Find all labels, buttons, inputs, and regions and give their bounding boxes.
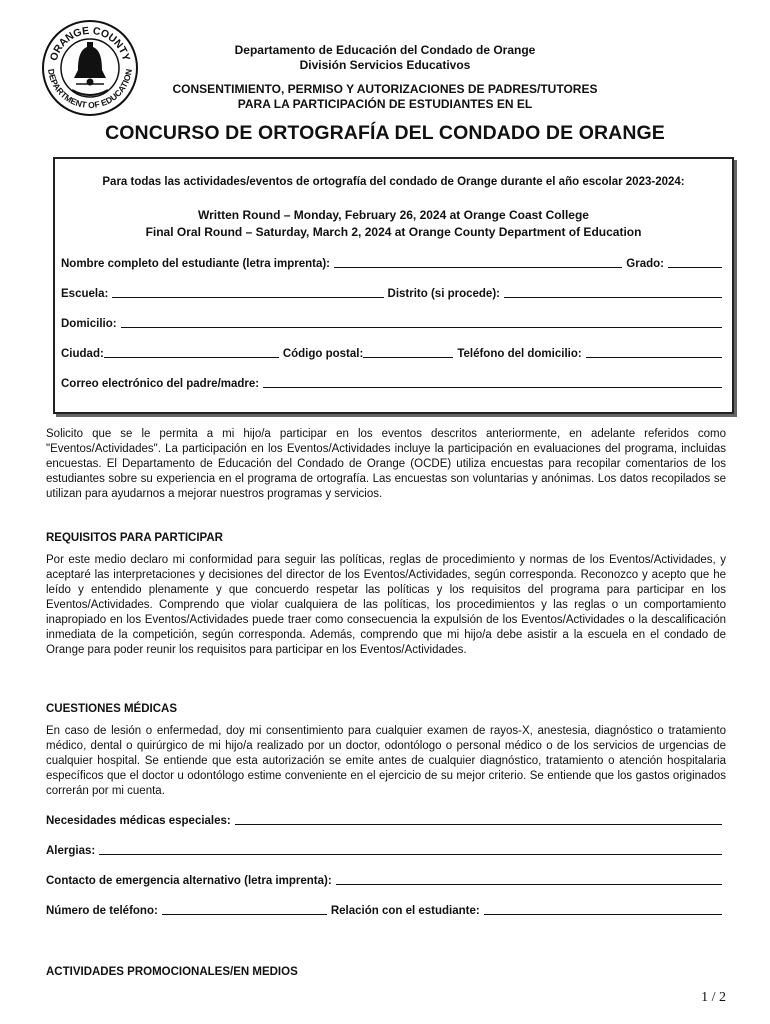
parent-email-label: Correo electrónico del padre/madre: (61, 378, 260, 390)
zip-label: Código postal: (282, 348, 364, 360)
school-field[interactable] (112, 287, 383, 298)
school-label: Escuela: (61, 288, 109, 300)
home-phone-field[interactable] (586, 347, 722, 358)
requirements-text: Por este medio declaro mi conformidad para seguir las políticas, reglas de procedimiento y normas de los Eventos/Actividades, y aceptaré las interpretaciones y decisiones del director de los Eventos/Actividades, según corresponda. Reconozco y acepto que he leído y entendido plenamente y que concuerdo respetar las políticas y los requisitos del programa para participar en los Eventos/Actividades. Comprendo que violar cualquiera de las políticas, los procedimientos y las reglas o un comportamiento inapropiado en los Eventos/Actividades puede traer como consecuencia la expulsión de los Eventos/Actividades o la descalificación inmediata de la competición, según corresponda. Además, comprendo que mi hijo/a debe asistir a la escuela en el condado de Orange para poder reunir los requisitos para participar en los Eventos/Actividades. (46, 554, 726, 656)
allergies-field[interactable] (99, 844, 722, 855)
emergency-contact-label: Contacto de emergencia alternativo (letra imprenta): (46, 875, 332, 887)
oral-round-info: Final Oral Round – Saturday, March 2, 2024 at Orange County Department of Education (145, 225, 642, 239)
emergency-contact-row (46, 874, 726, 887)
consent-heading-line2: PARA LA PARTICIPACIÓN DE ESTUDIANTES EN EL (237, 97, 533, 111)
special-needs-label: Necesidades médicas especiales: (46, 815, 231, 827)
address-row (61, 317, 726, 330)
seal-bottom-text: DEPARTMENT OF EDUCATION (46, 68, 134, 111)
division-name: División Servicios Educativos (299, 58, 471, 72)
city-field[interactable] (104, 347, 279, 358)
promo-heading: ACTIVIDADES PROMOCIONALES/EN MEDIOS (46, 966, 298, 978)
seal-top-text: ORANGE COUNTY (47, 24, 133, 63)
page-number: 1 / 2 (701, 990, 726, 1005)
box-intro: Para todas las actividades/eventos de ortografía del condado de Orange durante el año escolar 2023-2024: (102, 176, 685, 188)
allergies-row (46, 844, 726, 857)
district-label: Distrito (si procede): (387, 288, 500, 300)
student-info-box (53, 157, 734, 414)
relationship-field[interactable] (484, 904, 722, 915)
bell-icon (72, 42, 108, 95)
student-name-field[interactable] (334, 257, 622, 268)
parent-email-field[interactable] (263, 377, 722, 388)
phone-relationship-row (46, 904, 726, 917)
medical-heading: CUESTIONES MÉDICAS (46, 703, 177, 715)
city-row (61, 347, 726, 360)
ocde-seal-logo (40, 16, 140, 120)
requirements-heading: REQUISITOS PARA PARTICIPAR (46, 532, 223, 544)
medical-text: En caso de lesión o enfermedad, doy mi consentimiento para cualquier examen de rayos-X, anestesia, diagnóstico o tratamiento médico, dental o quirúrgico de mi hijo/a realizado por un doctor, odontólogo o personal médico o de los servicios de urgencias de cualquier hospital. Se entiende que esta autorización se emite antes de cualquier diagnóstico, tratamiento o atención hospitalaria específicos que el doctor u odontólogo estime conveniente en el ejercicio de su mejor criterio. Se entiende que los gastos originados correrán por mi cuenta. (46, 725, 726, 797)
consent-heading-line1: CONSENTIMIENTO, PERMISO Y AUTORIZACIONES DE PADRES/TUTORES (172, 82, 598, 96)
special-needs-field[interactable] (235, 814, 722, 825)
home-phone-label: Teléfono del domicilio: (457, 348, 582, 360)
emergency-contact-field[interactable] (336, 874, 722, 885)
grade-label: Grado: (626, 258, 664, 270)
address-label: Domicilio: (61, 318, 117, 330)
special-needs-row (46, 814, 726, 827)
department-name: Departamento de Educación del Condado de Orange (234, 43, 536, 57)
grade-field[interactable] (668, 257, 722, 268)
phone-field[interactable] (162, 904, 327, 915)
student-name-row (61, 257, 726, 270)
consent-paragraph: Solicito que se le permita a mi hijo/a participar en los eventos descritos anteriormente, en adelante referidos como "Eventos/Actividades". La participación en los Eventos/Actividades incluye la participación en evaluaciones del programa, incluidas encuestas. El Departamento de Educación del Condado de Orange (OCDE) utiliza encuestas para recopilar comentarios de los estudiantes sobre su experiencia en el programa de ortografía. Las encuestas son voluntarias y anónimas. Los datos recopilados se utilizan para ayudarnos a mejorar nuestros programas y servicios. (46, 428, 726, 500)
written-round-info: Written Round – Monday, February 26, 2024 at Orange Coast College (198, 208, 589, 222)
allergies-label: Alergias: (46, 845, 96, 857)
district-field[interactable] (504, 287, 722, 298)
school-row (61, 287, 726, 300)
relationship-label: Relación con el estudiante: (330, 905, 480, 917)
page-title: CONCURSO DE ORTOGRAFÍA DEL CONDADO DE ORANGE (105, 122, 665, 144)
parent-email-row (61, 377, 726, 390)
phone-label: Número de teléfono: (46, 905, 158, 917)
city-label: Ciudad: (61, 348, 104, 360)
address-field[interactable] (121, 317, 722, 328)
zip-field[interactable] (363, 347, 453, 358)
student-name-label: Nombre completo del estudiante (letra imprenta): (61, 258, 331, 270)
